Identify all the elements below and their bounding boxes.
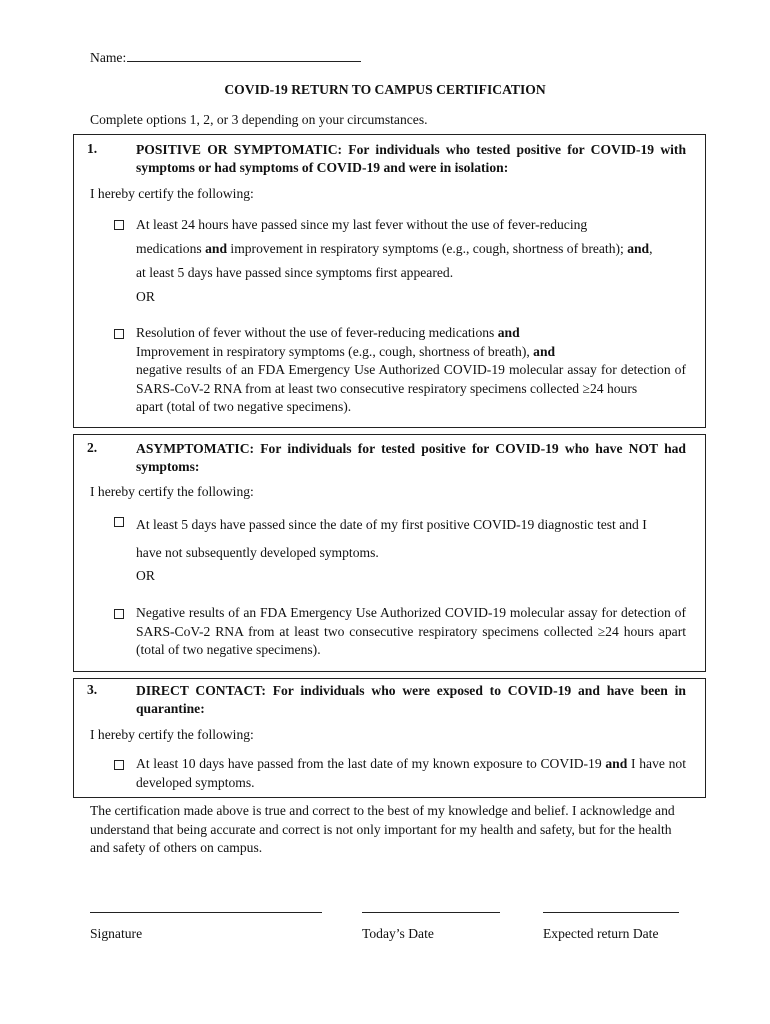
signature-label: Signature bbox=[90, 926, 143, 941]
checkbox-1a[interactable] bbox=[114, 220, 124, 230]
option-2b-text: Negative results of an FDA Emergency Use Authorized COVID-19 molecular assay for detection of SARS-CoV-2 RNA from at least two consecutive respiratory specimens collected ≥24 hours apart (total of two negative specimens). bbox=[136, 605, 686, 657]
option-2a-text: At least 5 days have passed since the date of my first positive COVID-19 diagnostic test and I have not subsequently developed symptoms. bbox=[136, 517, 647, 560]
section-3-certify: I hereby certify the following: bbox=[90, 727, 254, 742]
section-1-certify: I hereby certify the following: bbox=[90, 186, 254, 201]
checkbox-2b[interactable] bbox=[114, 609, 124, 619]
intro-text: Complete options 1, 2, or 3 depending on your circumstances. bbox=[90, 112, 428, 127]
name-field[interactable] bbox=[127, 48, 361, 62]
checkbox-3a[interactable] bbox=[114, 760, 124, 770]
section-2-heading: ASYMPTOMATIC: For individuals for tested positive for COVID-19 who have NOT had symptoms: bbox=[136, 441, 686, 474]
section-3-heading: DIRECT CONTACT: For individuals who were exposed to COVID-19 and have been in quarantine: bbox=[136, 683, 686, 716]
section-3-box bbox=[73, 678, 706, 798]
todays-date-label: Today’s Date bbox=[362, 926, 434, 941]
or-divider-1: OR bbox=[136, 289, 155, 304]
todays-date-line[interactable] bbox=[362, 912, 500, 913]
option-1a-text: At least 24 hours have passed since my last fever without the use of fever-reducing medications and improvement in respiratory symptoms (e.g., cough, shortness of breath); and, at least 5 days have passed since symptoms first appeared. bbox=[136, 217, 653, 280]
signature-line[interactable] bbox=[90, 912, 322, 913]
section-2-box bbox=[73, 434, 706, 672]
option-3a-text: At least 10 days have passed from the last date of my known exposure to COVID-19 and I have not developed symptoms. bbox=[136, 756, 686, 790]
option-1b-text: Resolution of fever without the use of fever-reducing medications and Improvement in respiratory symptoms (e.g., cough, shortness of breath), and negative results of an FDA Emergency Use Authorized COVID-19 molecular assay for detection of SARS-CoV-2 RNA from at least two consecutive respiratory specimens collected ≥24 hours apart (total of two negative specimens). bbox=[136, 325, 686, 414]
section-2-number: 2. bbox=[87, 440, 98, 455]
section-1-heading: POSITIVE OR SYMPTOMATIC: For individuals who tested positive for COVID-19 with symptoms or had symptoms of COVID-19 and were in isolation: bbox=[136, 142, 686, 175]
checkbox-1b[interactable] bbox=[114, 329, 124, 339]
closing-statement: The certification made above is true and correct to the best of my knowledge and belief. I acknowledge and understand that being accurate and correct is not only important for my health and safety, but for the health and safety of others on campus. bbox=[90, 803, 675, 855]
return-date-label: Expected return Date bbox=[543, 926, 659, 941]
name-row bbox=[90, 48, 361, 66]
return-date-line[interactable] bbox=[543, 912, 679, 913]
section-1-number: 1. bbox=[87, 141, 98, 156]
or-divider-2: OR bbox=[136, 568, 155, 583]
checkbox-2a[interactable] bbox=[114, 517, 124, 527]
section-1-box bbox=[73, 134, 706, 428]
name-label: Name: bbox=[90, 50, 127, 65]
page-title: COVID-19 RETURN TO CAMPUS CERTIFICATION bbox=[224, 82, 546, 97]
section-2-certify: I hereby certify the following: bbox=[90, 484, 254, 499]
section-3-number: 3. bbox=[87, 682, 98, 697]
